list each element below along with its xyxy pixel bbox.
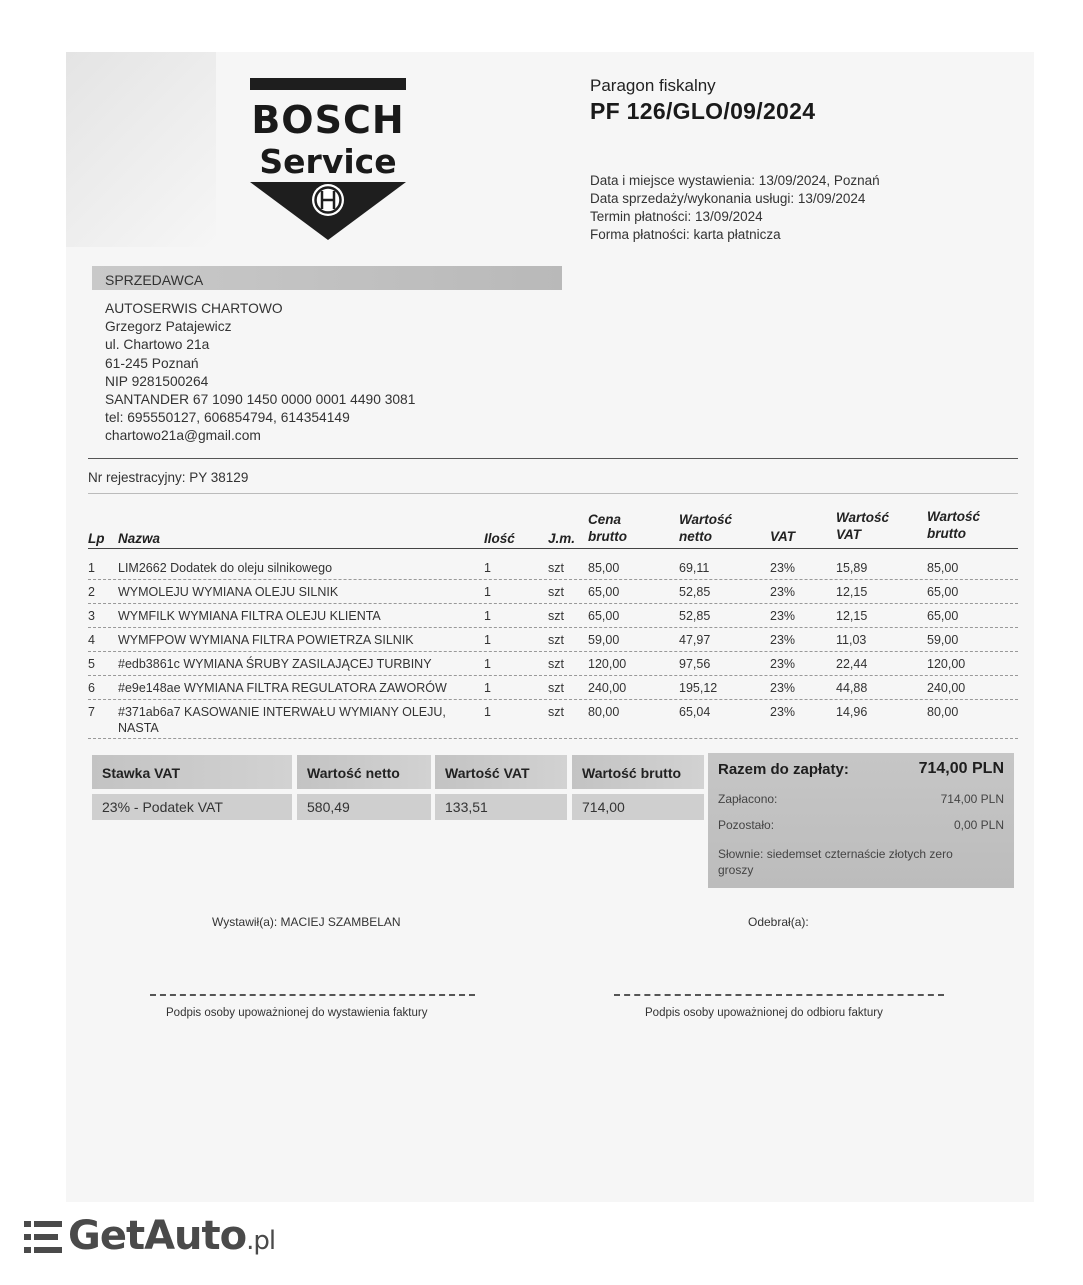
row-ilosc: 1	[484, 561, 491, 575]
row-nazwa: #e9e148ae WYMIANA FILTRA REGULATORA ZAWORÓW	[118, 681, 447, 695]
header-brutto-line2: brutto	[927, 526, 966, 541]
header-netto-line2: netto	[679, 529, 712, 544]
vat-header-label: Wartość VAT	[445, 765, 530, 781]
issuer-signature-line	[150, 994, 475, 996]
receiver-signature-line	[614, 994, 944, 996]
row-jm: szt	[548, 705, 564, 719]
row-netto: 52,85	[679, 585, 711, 599]
seller-company: AUTOSERWIS CHARTOWO	[105, 301, 283, 316]
row-jm: szt	[548, 681, 564, 695]
row-cena: 65,00	[588, 609, 620, 623]
row-brutto: 65,00	[927, 609, 959, 623]
vat-row-value: 580,49	[307, 799, 350, 815]
row-jm: szt	[548, 561, 564, 575]
vat-row-value: 23% - Podatek VAT	[102, 799, 223, 815]
row-vat: 23%	[770, 681, 796, 695]
row-ilosc: 1	[484, 585, 491, 599]
row-nazwa: #edb3861c WYMIANA ŚRUBY ZASILAJĄCEJ TURBINY	[118, 657, 432, 671]
row-ilosc: 1	[484, 609, 491, 623]
row-ilosc: 1	[484, 705, 491, 719]
row-wvat: 12,15	[836, 585, 868, 599]
table-row	[88, 555, 1018, 580]
vat-row-vat	[435, 794, 567, 820]
vat-header-label: Stawka VAT	[102, 765, 181, 781]
row-netto: 97,56	[679, 657, 711, 671]
row-brutto: 65,00	[927, 585, 959, 599]
row-nazwa: #371ab6a7 KASOWANIE INTERWAŁU WYMIANY OLEJU,	[118, 705, 446, 719]
sale-date: Data sprzedaży/wykonania usługi: 13/09/2024	[590, 191, 866, 206]
row-jm: szt	[548, 585, 564, 599]
row-vat: 23%	[770, 585, 796, 599]
row-wvat: 14,96	[836, 705, 868, 719]
header-ilosc: Ilość	[484, 531, 515, 546]
vat-summary-header-brutto	[572, 755, 704, 789]
row-vat: 23%	[770, 561, 796, 575]
logo-brand: BOSCH	[251, 98, 405, 142]
seller-email: chartowo21a@gmail.com	[105, 428, 261, 444]
header-jm: J.m.	[548, 531, 576, 546]
row-vat: 23%	[770, 657, 796, 671]
header-cena	[588, 511, 627, 545]
bosch-service-logo	[250, 78, 406, 240]
table-row	[88, 627, 1018, 652]
row-vat: 23%	[770, 609, 796, 623]
header-wvat-line2: VAT	[836, 527, 861, 542]
table-row	[88, 675, 1018, 700]
bosch-armature-icon	[250, 182, 406, 240]
row-wvat: 11,03	[836, 633, 867, 647]
row-nazwa: WYMOLEJU WYMIANA OLEJU SILNIK	[118, 585, 339, 599]
seller-city: 61-245 Poznań	[105, 355, 199, 371]
issue-date: Data i miejsce wystawienia: 13/09/2024, Poznań	[590, 173, 880, 188]
vat-row-brutto	[572, 794, 704, 820]
row-wvat: 22,44	[836, 657, 868, 671]
row-nazwa: WYMFPOW WYMIANA FILTRA POWIETRZA SILNIK	[118, 633, 414, 647]
row-ilosc: 1	[484, 657, 491, 671]
vat-header-label: Wartość netto	[307, 765, 400, 781]
table-row	[88, 699, 1018, 739]
watermark-text	[68, 1213, 275, 1259]
logo-top-bar	[250, 78, 406, 90]
row-brutto: 85,00	[927, 561, 959, 575]
row-jm: szt	[548, 633, 564, 647]
remaining-value: 0,00 PLN	[953, 818, 1004, 832]
row-vat: 23%	[770, 705, 796, 719]
row-nazwa: WYMFILK WYMIANA FILTRA OLEJU KLIENTA	[118, 609, 381, 623]
table-row	[88, 651, 1018, 676]
vat-header-label: Wartość brutto	[582, 765, 682, 781]
row-netto: 69,11	[679, 561, 710, 575]
getauto-logo-icon	[24, 1219, 64, 1255]
divider	[88, 493, 1018, 494]
table-row	[88, 603, 1018, 628]
seller-owner: Grzegorz Patajewicz	[105, 319, 232, 335]
row-ilosc: 1	[484, 633, 491, 647]
remaining-label: Pozostało:	[718, 818, 775, 832]
row-cena: 59,00	[588, 633, 620, 647]
logo-service: Service	[259, 142, 397, 181]
vat-row-netto	[297, 794, 431, 820]
row-lp: 1	[88, 561, 95, 575]
vat-summary-header-netto	[297, 755, 431, 789]
row-cena: 120,00	[588, 657, 627, 671]
row-nazwa-cont: NASTA	[118, 721, 159, 735]
paid-value: 714,00 PLN	[940, 792, 1004, 806]
header-wvat	[836, 509, 889, 543]
row-brutto: 120,00	[927, 657, 966, 671]
row-netto: 65,04	[679, 705, 711, 719]
watermark-main: GetAuto	[68, 1213, 247, 1259]
row-wvat: 15,89	[836, 561, 868, 575]
row-brutto: 240,00	[927, 681, 966, 695]
total-label: Razem do zapłaty:	[718, 761, 849, 778]
row-ilosc: 1	[484, 681, 491, 695]
registration-number: Nr rejestracyjny: PY 38129	[88, 470, 249, 485]
paper-fold-shadow	[66, 52, 216, 247]
issuer-caption: Podpis osoby upoważnionej do wystawienia faktury	[166, 1007, 428, 1019]
row-nazwa: LIM2662 Dodatek do oleju silnikowego	[118, 561, 333, 575]
row-jm: szt	[548, 657, 564, 671]
table-row	[88, 579, 1018, 604]
row-lp: 5	[88, 657, 95, 671]
row-wvat: 12,15	[836, 609, 868, 623]
row-lp: 6	[88, 681, 95, 695]
seller-title: SPRZEDAWCA	[105, 272, 204, 288]
amount-in-words-cont: groszy	[718, 863, 754, 877]
row-cena: 65,00	[588, 585, 620, 599]
row-jm: szt	[548, 609, 564, 623]
row-lp: 7	[88, 705, 95, 719]
row-cena: 240,00	[588, 681, 627, 695]
divider	[88, 458, 1018, 459]
seller-details	[105, 300, 415, 446]
header-cena-line2: brutto	[588, 529, 627, 544]
document-meta	[590, 172, 880, 244]
header-brutto-line1: Wartość	[927, 509, 981, 524]
header-netto-line1: Wartość	[679, 512, 733, 527]
header-lp: Lp	[88, 531, 105, 546]
seller-phone: tel: 695550127, 606854794, 614354149	[105, 410, 350, 426]
header-nazwa: Nazwa	[118, 531, 161, 546]
row-netto: 47,97	[679, 633, 711, 647]
vat-row-value: 714,00	[582, 799, 625, 815]
header-brutto	[927, 508, 980, 542]
vat-summary-header-stawka	[92, 755, 292, 789]
seller-bank: SANTANDER 67 1090 1450 0000 0001 4490 3081	[105, 392, 416, 408]
table-header-rule	[88, 548, 1018, 549]
amount-in-words: Słownie: siedemset czternaście złotych zero	[718, 847, 953, 861]
row-cena: 80,00	[588, 705, 620, 719]
row-brutto: 59,00	[927, 633, 959, 647]
totals-box	[708, 753, 1014, 888]
header-wvat-line1: Wartość	[836, 510, 890, 525]
header-netto	[679, 511, 732, 545]
row-wvat: 44,88	[836, 681, 868, 695]
vat-row-stawka	[92, 794, 292, 820]
payment-due: Termin płatności: 13/09/2024	[590, 209, 763, 224]
watermark-tld: .pl	[246, 1226, 276, 1256]
row-lp: 4	[88, 633, 95, 647]
row-cena: 85,00	[588, 561, 620, 575]
total-amount: 714,00 PLN	[918, 760, 1004, 777]
receiver-caption: Podpis osoby upoważnionej do odbioru faktury	[645, 1007, 883, 1019]
seller-street: ul. Chartowo 21a	[105, 337, 210, 353]
document-number: PF 126/GLO/09/2024	[590, 98, 816, 124]
row-brutto: 80,00	[927, 705, 959, 719]
row-netto: 52,85	[679, 609, 711, 623]
vat-row-value: 133,51	[445, 799, 488, 815]
vat-summary-header-vat	[435, 755, 567, 789]
issued-by: Wystawił(a): MACIEJ SZAMBELAN	[212, 915, 401, 929]
received-by: Odebrał(a):	[748, 915, 809, 929]
header-cena-line1: Cena	[588, 512, 622, 527]
row-netto: 195,12	[679, 681, 718, 695]
header-vat: VAT	[770, 529, 795, 544]
payment-method: Forma płatności: karta płatnicza	[590, 227, 781, 242]
paid-label: Zapłacono:	[718, 792, 778, 806]
document-type: Paragon fiskalny	[590, 76, 716, 95]
seller-nip: NIP 9281500264	[105, 373, 209, 389]
row-lp: 3	[88, 609, 95, 623]
row-lp: 2	[88, 585, 95, 599]
row-vat: 23%	[770, 633, 796, 647]
